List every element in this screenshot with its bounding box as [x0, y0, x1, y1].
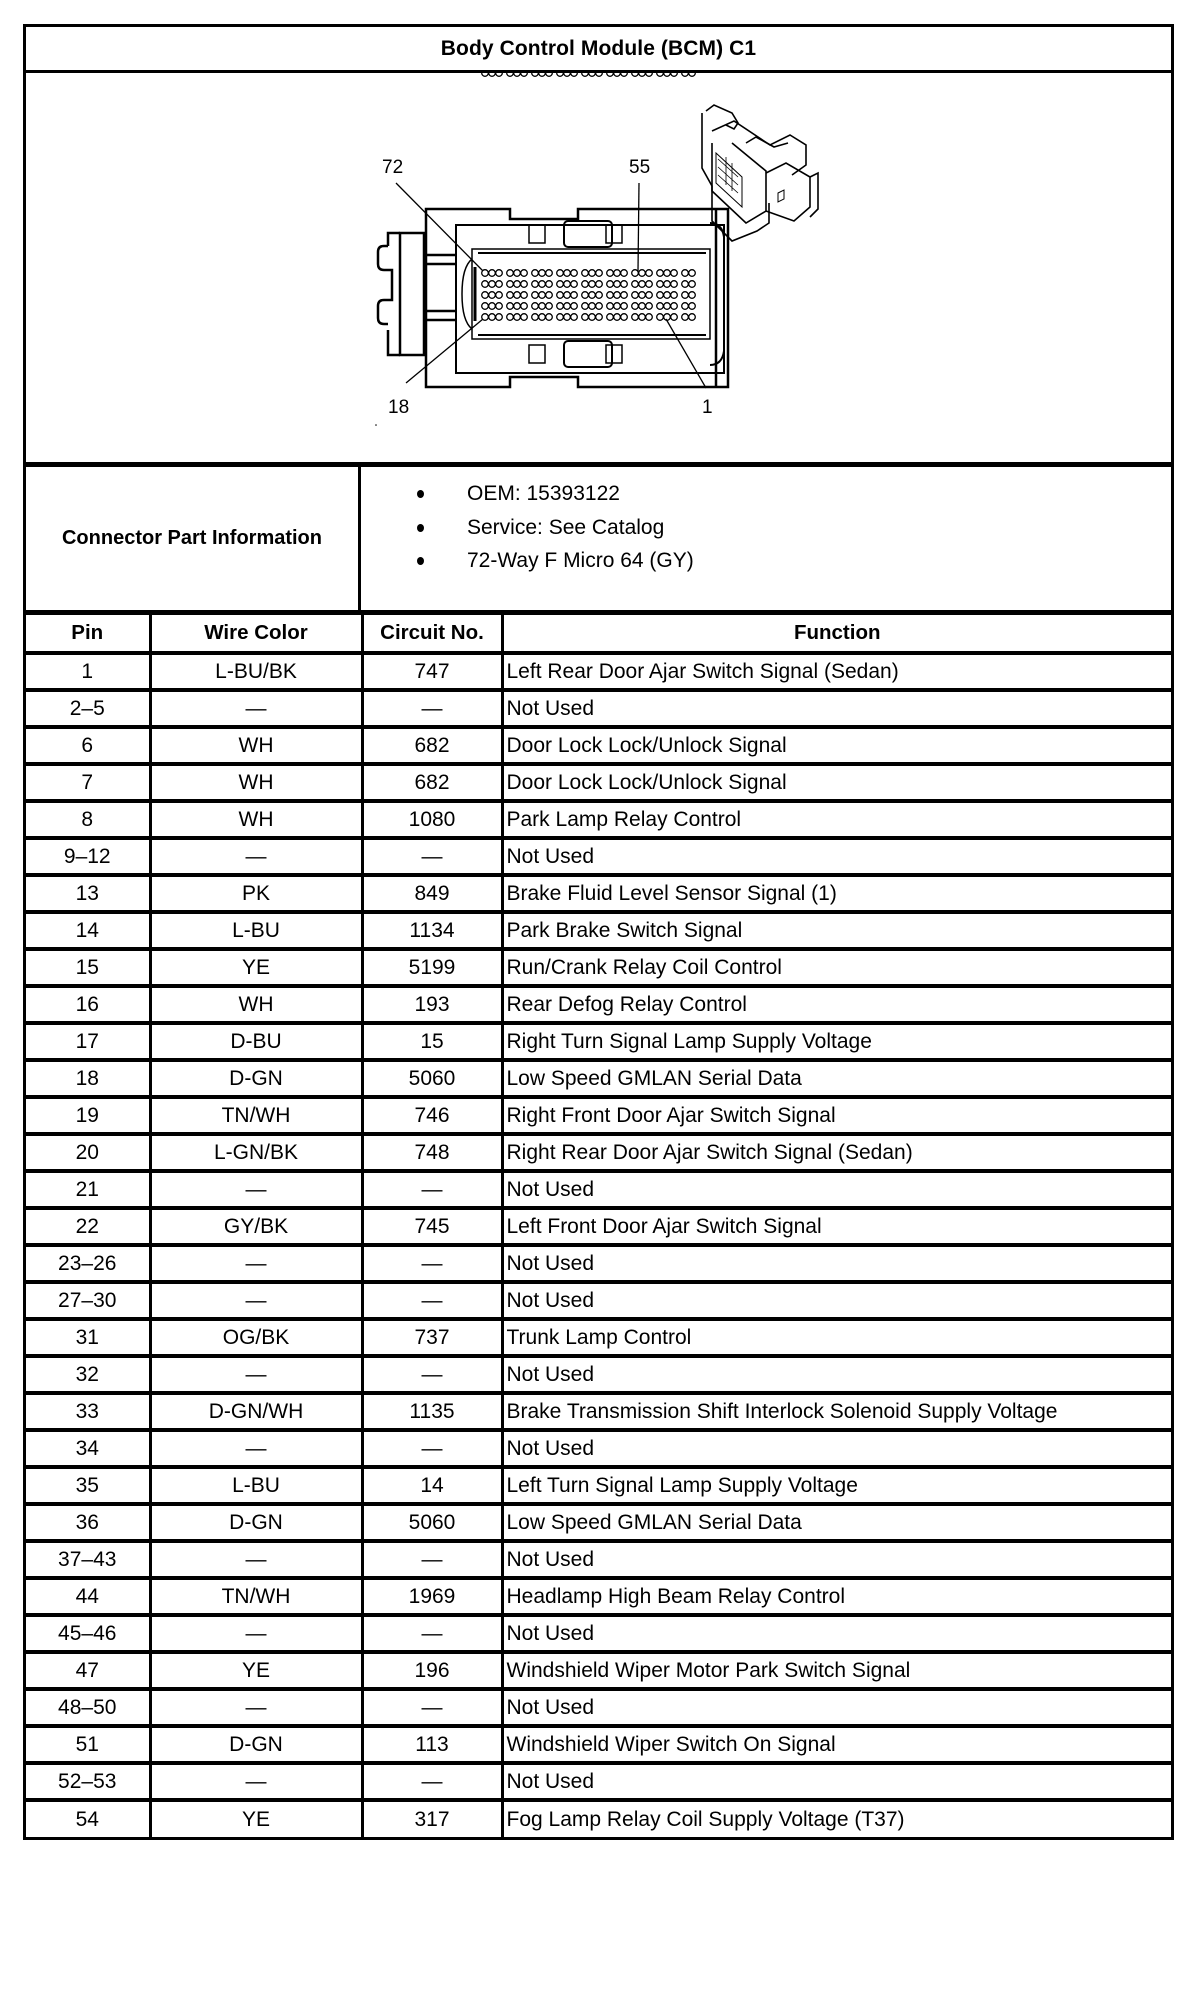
table-row: [26, 801, 1171, 838]
pin-cell: 1: [26, 653, 150, 690]
wire-color-cell: —: [150, 1541, 362, 1578]
pin-cell: 47: [26, 1652, 150, 1689]
circuit-cell: 14: [362, 1467, 502, 1504]
pin-cavity-grid: [482, 73, 696, 320]
pinout-table: [26, 615, 1171, 1837]
table-row: [26, 1356, 1171, 1393]
function-cell: Brake Transmission Shift Interlock Solenoid Supply Voltage: [502, 1393, 1171, 1430]
pin-cell: 6: [26, 727, 150, 764]
function-cell: Right Rear Door Ajar Switch Signal (Sedan): [502, 1134, 1171, 1171]
function-cell: Rear Defog Relay Control: [502, 986, 1171, 1023]
pin-cell: 34: [26, 1430, 150, 1467]
wire-color-cell: GY/BK: [150, 1208, 362, 1245]
table-row: [26, 1615, 1171, 1652]
circuit-cell: 1134: [362, 912, 502, 949]
pin-cell: 52–53: [26, 1763, 150, 1800]
table-row: [26, 912, 1171, 949]
pin-cell: 17: [26, 1023, 150, 1060]
wire-color-cell: —: [150, 1171, 362, 1208]
pin-cell: 37–43: [26, 1541, 150, 1578]
function-cell: Not Used: [502, 690, 1171, 727]
wire-color-cell: —: [150, 1282, 362, 1319]
title-row: [26, 27, 1171, 73]
function-cell: Fog Lamp Relay Coil Supply Voltage (T37): [506, 1807, 905, 1831]
table-row: [26, 653, 1171, 690]
function-cell: Door Lock Lock/Unlock Signal: [502, 764, 1171, 801]
header-wire-color: Wire Color: [150, 615, 362, 653]
function-cell: Windshield Wiper Motor Park Switch Signal: [502, 1652, 1171, 1689]
table-row: [26, 1652, 1171, 1689]
pin-cell: 54: [26, 1800, 150, 1837]
circuit-cell: 317: [362, 1800, 502, 1837]
pin-cell: 7: [26, 764, 150, 801]
circuit-cell: 682: [362, 764, 502, 801]
table-row: [26, 1541, 1171, 1578]
wire-color-cell: D-GN: [150, 1726, 362, 1763]
table-row: [26, 1023, 1171, 1060]
function-cell: Right Turn Signal Lamp Supply Voltage: [502, 1023, 1171, 1060]
table-row: [26, 1282, 1171, 1319]
table-row: [26, 1578, 1171, 1615]
circuit-cell: —: [362, 1356, 502, 1393]
wire-color-cell: YE: [150, 949, 362, 986]
pin-cell: 16: [26, 986, 150, 1023]
table-row: [26, 727, 1171, 764]
circuit-cell: 5199: [362, 949, 502, 986]
pin-cell: 18: [26, 1060, 150, 1097]
wire-color-cell: YE: [150, 1800, 362, 1837]
wire-color-cell: —: [150, 1245, 362, 1282]
table-row: [26, 1208, 1171, 1245]
pin-cell: 45–46: [26, 1615, 150, 1652]
pin-cell: 8: [26, 801, 150, 838]
circuit-cell: —: [362, 838, 502, 875]
connector-info-label: Connector Part Information: [26, 467, 361, 610]
pin-cell: 2–5: [26, 690, 150, 727]
function-cell: Left Front Door Ajar Switch Signal: [502, 1208, 1171, 1245]
table-row: [26, 690, 1171, 727]
pin-cell: 15: [26, 949, 150, 986]
circuit-cell: 113: [362, 1726, 502, 1763]
wire-color-cell: TN/WH: [150, 1097, 362, 1134]
function-cell: Not Used: [502, 1615, 1171, 1652]
bullet-icon: [417, 490, 424, 498]
function-cell: Door Lock Lock/Unlock Signal: [502, 727, 1171, 764]
bullet-icon: [417, 557, 424, 565]
function-cell: Right Front Door Ajar Switch Signal: [502, 1097, 1171, 1134]
pin-cell: 31: [26, 1319, 150, 1356]
circuit-cell: 849: [362, 875, 502, 912]
circuit-cell: 15: [362, 1023, 502, 1060]
pin-cell: 36: [26, 1504, 150, 1541]
circuit-cell: —: [362, 1615, 502, 1652]
function-cell: Not Used: [502, 1541, 1171, 1578]
circuit-cell: —: [362, 1763, 502, 1800]
connector-face-illustration: [26, 73, 1171, 462]
function-cell: Not Used: [502, 1689, 1171, 1726]
circuit-cell: —: [362, 1430, 502, 1467]
wire-color-cell: PK: [150, 875, 362, 912]
circuit-cell: —: [362, 1282, 502, 1319]
wire-color-cell: WH: [150, 801, 362, 838]
pin-cell: 9–12: [26, 838, 150, 875]
circuit-cell: 5060: [362, 1504, 502, 1541]
table-row: [26, 1319, 1171, 1356]
table-row: [26, 949, 1171, 986]
pinout-rows: [26, 653, 1171, 1837]
pin-cell: 35: [26, 1467, 150, 1504]
table-row: [26, 1245, 1171, 1282]
function-cell: Not Used: [502, 1763, 1171, 1800]
function-cell: Not Used: [502, 1430, 1171, 1467]
function-cell: Left Rear Door Ajar Switch Signal (Sedan): [502, 653, 1171, 690]
pin-cell: 14: [26, 912, 150, 949]
circuit-cell: 196: [362, 1652, 502, 1689]
header-function: Function: [502, 615, 1171, 653]
pin-label-55: 55: [629, 157, 651, 178]
function-cell: Low Speed GMLAN Serial Data: [502, 1504, 1171, 1541]
table-row: [26, 1689, 1171, 1726]
table-row: [26, 1171, 1171, 1208]
wire-color-cell: OG/BK: [150, 1319, 362, 1356]
pin-cell: 22: [26, 1208, 150, 1245]
function-cell: Park Brake Switch Signal: [502, 912, 1171, 949]
connector-part-information: [26, 467, 1171, 615]
wire-color-cell: —: [150, 838, 362, 875]
circuit-cell: 737: [362, 1319, 502, 1356]
connector-info-list: [361, 467, 1171, 610]
wire-color-cell: WH: [150, 764, 362, 801]
table-row: [26, 1726, 1171, 1763]
wire-color-cell: D-BU: [150, 1023, 362, 1060]
function-cell: Brake Fluid Level Sensor Signal (1): [502, 875, 1171, 912]
wire-color-cell: L-BU/BK: [150, 653, 362, 690]
pin-cell: 48–50: [26, 1689, 150, 1726]
function-cell: Left Turn Signal Lamp Supply Voltage: [502, 1467, 1171, 1504]
function-cell: Headlamp High Beam Relay Control: [502, 1578, 1171, 1615]
connector-diagram: [26, 73, 1171, 467]
connector-info-service: Service: See Catalog: [361, 511, 1171, 545]
pin-label-1: 1: [702, 397, 713, 418]
pin-label-18: 18: [388, 397, 410, 418]
circuit-cell: —: [362, 1245, 502, 1282]
circuit-cell: 193: [362, 986, 502, 1023]
circuit-cell: 5060: [362, 1060, 502, 1097]
pin-cell: 19: [26, 1097, 150, 1134]
pin-cell: 20: [26, 1134, 150, 1171]
table-row: [26, 1467, 1171, 1504]
circuit-cell: —: [362, 1689, 502, 1726]
table-row: [26, 1430, 1171, 1467]
wire-color-cell: —: [150, 1356, 362, 1393]
function-cell: Low Speed GMLAN Serial Data: [502, 1060, 1171, 1097]
table-row: [26, 1134, 1171, 1171]
table-row: [26, 875, 1171, 912]
function-cell: Park Lamp Relay Control: [502, 801, 1171, 838]
pin-cell: 23–26: [26, 1245, 150, 1282]
wire-color-cell: L-BU: [150, 1467, 362, 1504]
wire-color-cell: —: [150, 690, 362, 727]
function-cell: Not Used: [502, 1245, 1171, 1282]
function-cell: Not Used: [502, 1356, 1171, 1393]
wire-color-cell: —: [150, 1689, 362, 1726]
page-title: Body Control Module (BCM) C1: [440, 36, 757, 60]
wire-color-cell: —: [150, 1430, 362, 1467]
wire-color-cell: —: [150, 1615, 362, 1652]
header-circuit-no: Circuit No.: [362, 615, 502, 653]
header-pin: Pin: [26, 615, 150, 653]
function-cell: Not Used: [502, 838, 1171, 875]
wire-color-cell: D-GN: [150, 1060, 362, 1097]
circuit-cell: —: [362, 1541, 502, 1578]
table-row: [26, 986, 1171, 1023]
isometric-connector-icon: [702, 105, 818, 241]
circuit-cell: 1135: [362, 1393, 502, 1430]
bullet-icon: [417, 524, 424, 532]
table-header-row: [26, 615, 1171, 653]
wire-color-cell: L-GN/BK: [150, 1134, 362, 1171]
table-row: [26, 1504, 1171, 1541]
pin-cell: 21: [26, 1171, 150, 1208]
function-cell: Run/Crank Relay Coil Control: [502, 949, 1171, 986]
circuit-cell: 1080: [362, 801, 502, 838]
circuit-cell: 745: [362, 1208, 502, 1245]
wire-color-cell: —: [150, 1763, 362, 1800]
pin-cell: 27–30: [26, 1282, 150, 1319]
table-row: [26, 764, 1171, 801]
table-row: [26, 1800, 1171, 1837]
pin-cell: 33: [26, 1393, 150, 1430]
wire-color-cell: TN/WH: [150, 1578, 362, 1615]
circuit-cell: 1969: [362, 1578, 502, 1615]
pin-cell: 51: [26, 1726, 150, 1763]
wire-color-cell: WH: [150, 986, 362, 1023]
circuit-cell: 748: [362, 1134, 502, 1171]
pin-cell: 13: [26, 875, 150, 912]
pin-cell: 32: [26, 1356, 150, 1393]
wire-color-cell: D-GN/WH: [150, 1393, 362, 1430]
table-row: [26, 1060, 1171, 1097]
circuit-cell: 747: [362, 653, 502, 690]
table-row: [26, 1097, 1171, 1134]
connector-info-type: 72-Way F Micro 64 (GY): [361, 544, 1171, 578]
pin-label-72: 72: [382, 157, 404, 178]
wire-color-cell: D-GN: [150, 1504, 362, 1541]
table-row: [26, 1393, 1171, 1430]
wire-color-cell: YE: [150, 1652, 362, 1689]
circuit-cell: —: [362, 690, 502, 727]
function-cell: Trunk Lamp Control: [502, 1319, 1171, 1356]
circuit-cell: —: [362, 1171, 502, 1208]
circuit-cell: 682: [362, 727, 502, 764]
connector-info-oem: OEM: 15393122: [361, 477, 1171, 511]
pin-cell: 44: [26, 1578, 150, 1615]
function-cell: Not Used: [502, 1282, 1171, 1319]
function-cell: Windshield Wiper Switch On Signal: [502, 1726, 1171, 1763]
function-cell: Not Used: [502, 1171, 1171, 1208]
connector-end-view-sheet: [23, 24, 1174, 1840]
circuit-cell: 746: [362, 1097, 502, 1134]
table-row: [26, 838, 1171, 875]
table-row: [26, 1763, 1171, 1800]
wire-color-cell: WH: [150, 727, 362, 764]
wire-color-cell: L-BU: [150, 912, 362, 949]
